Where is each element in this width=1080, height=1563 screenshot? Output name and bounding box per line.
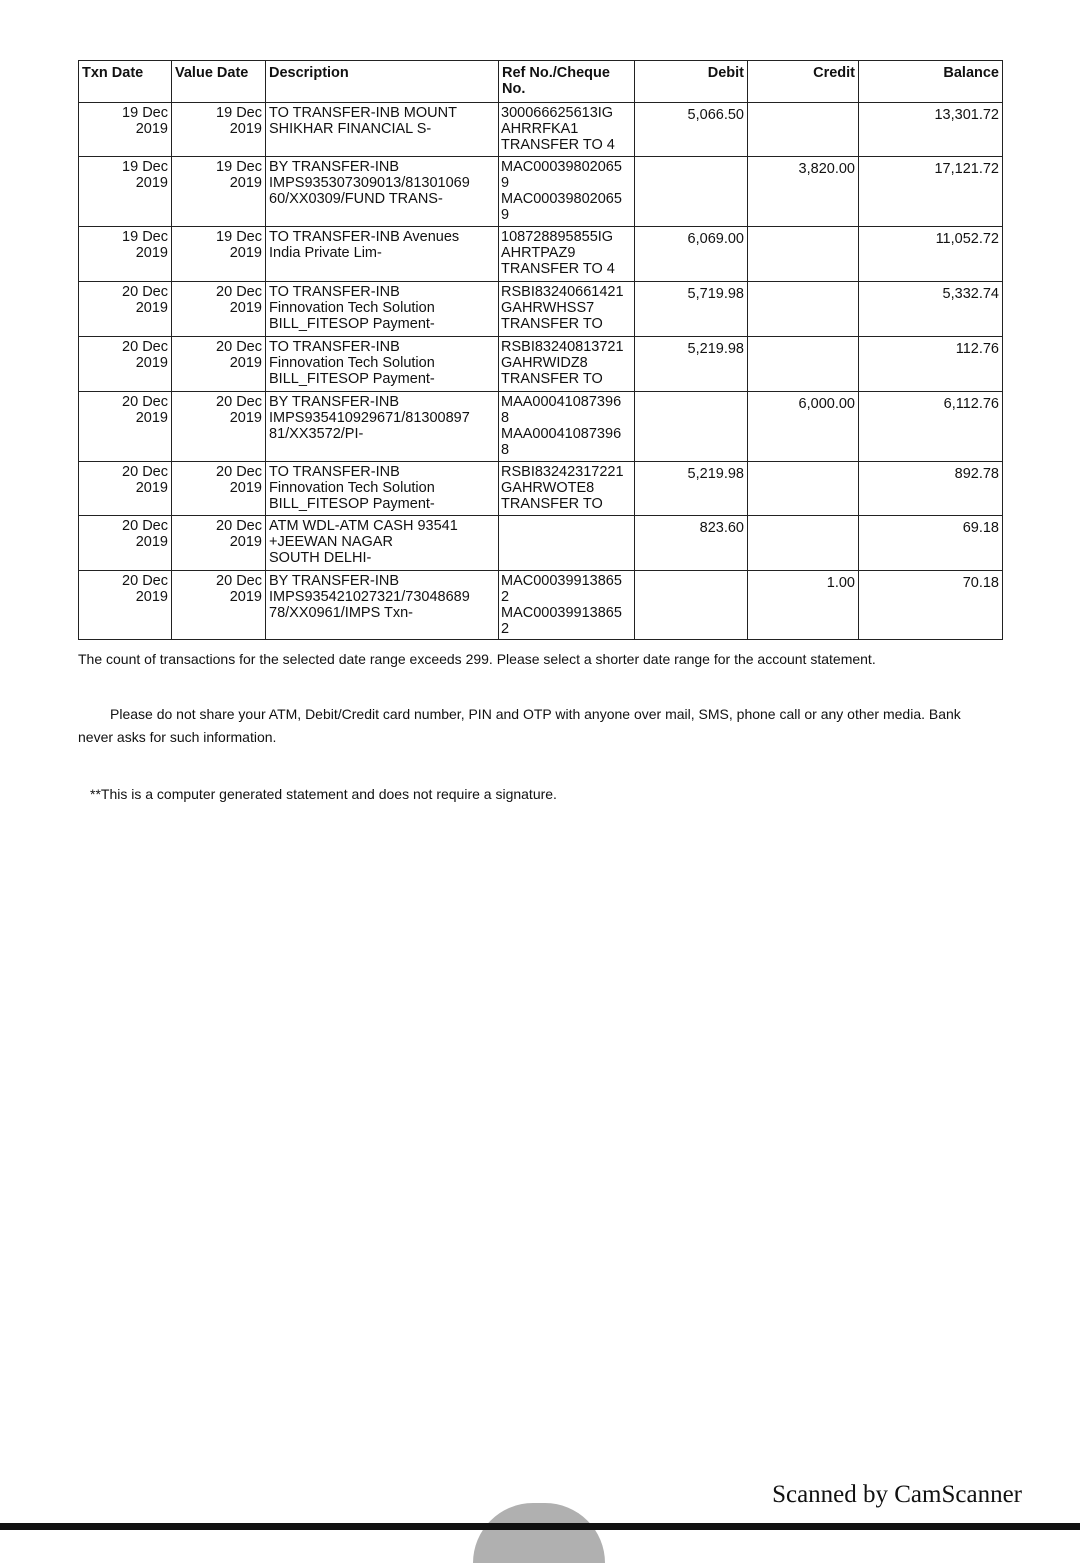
txn-date-cell-part: 20 Dec	[122, 464, 168, 480]
txn-date-cell	[79, 227, 172, 282]
header-credit: Credit	[748, 61, 859, 103]
transaction-table	[78, 60, 1003, 640]
value-date-cell-part: 19 Dec	[216, 105, 262, 121]
txn-date-cell-part: 20 Dec	[122, 394, 168, 410]
value-date-cell-part: 2019	[229, 121, 262, 137]
bottom-bar	[0, 1523, 1080, 1530]
header-value-date: Value Date	[172, 61, 266, 103]
value-date-cell-part: 20 Dec	[216, 284, 262, 300]
value-date-cell-part: 20 Dec	[216, 464, 262, 480]
value-date-cell	[172, 462, 266, 516]
credit-cell	[748, 337, 859, 392]
credit-cell	[748, 103, 859, 157]
description-cell: TO TRANSFER-INB MOUNT SHIKHAR FINANCIAL S-	[266, 103, 499, 157]
header-txn-date: Txn Date	[79, 61, 172, 103]
value-date-cell	[172, 157, 266, 227]
count-warning-note: The count of transactions for the selected date range exceeds 299. Please select a shorter date range for the account statement.	[78, 651, 876, 667]
value-date-cell	[172, 392, 266, 462]
value-date-cell-part: 2019	[229, 410, 262, 426]
txn-date-cell-part: 2019	[135, 300, 168, 316]
computer-generated-note: **This is a computer generated statement and does not require a signature.	[90, 786, 557, 802]
txn-date-cell	[79, 282, 172, 337]
value-date-cell-part: 20 Dec	[216, 339, 262, 355]
value-date-cell	[172, 571, 266, 640]
debit-cell: 5,219.98	[635, 337, 748, 392]
table-row	[79, 516, 1003, 571]
balance-cell: 69.18	[859, 516, 1003, 571]
txn-date-cell-part: 19 Dec	[122, 229, 168, 245]
txn-date-cell-part: 2019	[135, 534, 168, 550]
table-row	[79, 462, 1003, 516]
nav-handle	[473, 1503, 605, 1563]
ref-cell: 300066625613IG AHRRFKA1 TRANSFER TO 4	[499, 103, 635, 157]
txn-date-cell-part: 2019	[135, 175, 168, 191]
description-cell: BY TRANSFER-INB IMPS935410929671/81300897 81/XX3572/PI-	[266, 392, 499, 462]
value-date-cell	[172, 337, 266, 392]
value-date-cell-part: 2019	[229, 300, 262, 316]
balance-cell: 112.76	[859, 337, 1003, 392]
debit-cell: 6,069.00	[635, 227, 748, 282]
txn-date-cell-part: 19 Dec	[122, 105, 168, 121]
credit-cell: 3,820.00	[748, 157, 859, 227]
credit-cell: 6,000.00	[748, 392, 859, 462]
txn-date-cell	[79, 337, 172, 392]
value-date-cell-part: 2019	[229, 589, 262, 605]
ref-cell: RSBI83240813721 GAHRWIDZ8 TRANSFER TO	[499, 337, 635, 392]
debit-cell	[635, 392, 748, 462]
table-row	[79, 157, 1003, 227]
ref-cell: 108728895855IG AHRTPAZ9 TRANSFER TO 4	[499, 227, 635, 282]
description-cell: TO TRANSFER-INB Finnovation Tech Solution BILL_FITESOP Payment-	[266, 462, 499, 516]
value-date-cell-part: 19 Dec	[216, 159, 262, 175]
txn-date-cell-part: 2019	[135, 355, 168, 371]
table-row	[79, 392, 1003, 462]
description-cell: TO TRANSFER-INB Finnovation Tech Solution BILL_FITESOP Payment-	[266, 337, 499, 392]
balance-cell: 13,301.72	[859, 103, 1003, 157]
camscanner-watermark: Scanned by CamScanner	[772, 1481, 1022, 1508]
credit-cell: 1.00	[748, 571, 859, 640]
header-description: Description	[266, 61, 499, 103]
table-row	[79, 337, 1003, 392]
balance-cell: 11,052.72	[859, 227, 1003, 282]
table-header-row	[79, 61, 1003, 103]
txn-date-cell-part: 19 Dec	[122, 159, 168, 175]
txn-date-cell	[79, 392, 172, 462]
txn-date-cell-part: 2019	[135, 589, 168, 605]
ref-cell: MAA00041087396 8 MAA00041087396 8	[499, 392, 635, 462]
table-row	[79, 103, 1003, 157]
header-balance: Balance	[859, 61, 1003, 103]
balance-cell: 70.18	[859, 571, 1003, 640]
value-date-cell	[172, 103, 266, 157]
table-row	[79, 282, 1003, 337]
txn-date-cell-part: 20 Dec	[122, 518, 168, 534]
description-cell: ATM WDL-ATM CASH 93541 +JEEWAN NAGAR SOUTH DELHI-	[266, 516, 499, 571]
txn-date-cell	[79, 462, 172, 516]
txn-date-cell-part: 2019	[135, 121, 168, 137]
security-note: Please do not share your ATM, Debit/Credit card number, PIN and OTP with anyone over mail, SMS, phone call or any other media. Bank never asks for such information.	[78, 706, 961, 745]
value-date-cell	[172, 282, 266, 337]
balance-cell: 5,332.74	[859, 282, 1003, 337]
balance-cell: 6,112.76	[859, 392, 1003, 462]
value-date-cell-part: 2019	[229, 245, 262, 261]
ref-cell: MAC00039802065 9 MAC00039802065 9	[499, 157, 635, 227]
debit-cell: 823.60	[635, 516, 748, 571]
ref-cell: RSBI83242317221 GAHRWOTE8 TRANSFER TO	[499, 462, 635, 516]
credit-cell	[748, 227, 859, 282]
header-ref: Ref No./Cheque No.	[499, 61, 635, 103]
credit-cell	[748, 516, 859, 571]
value-date-cell-part: 20 Dec	[216, 394, 262, 410]
description-cell: TO TRANSFER-INB Avenues India Private Lim-	[266, 227, 499, 282]
txn-date-cell-part: 2019	[135, 410, 168, 426]
value-date-cell-part: 2019	[229, 534, 262, 550]
txn-date-cell-part: 2019	[135, 245, 168, 261]
description-cell: BY TRANSFER-INB IMPS935307309013/81301069 60/XX0309/FUND TRANS-	[266, 157, 499, 227]
txn-date-cell-part: 20 Dec	[122, 573, 168, 589]
value-date-cell-part: 2019	[229, 355, 262, 371]
value-date-cell-part: 19 Dec	[216, 229, 262, 245]
ref-cell: MAC00039913865 2 MAC00039913865 2	[499, 571, 635, 640]
value-date-cell-part: 20 Dec	[216, 518, 262, 534]
value-date-cell-part: 2019	[229, 480, 262, 496]
credit-cell	[748, 462, 859, 516]
ref-cell	[499, 516, 635, 571]
ref-cell: RSBI83240661421 GAHRWHSS7 TRANSFER TO	[499, 282, 635, 337]
debit-cell	[635, 157, 748, 227]
txn-date-cell	[79, 571, 172, 640]
txn-date-cell	[79, 157, 172, 227]
balance-cell: 892.78	[859, 462, 1003, 516]
txn-date-cell	[79, 103, 172, 157]
balance-cell: 17,121.72	[859, 157, 1003, 227]
txn-date-cell-part: 2019	[135, 480, 168, 496]
txn-date-cell-part: 20 Dec	[122, 339, 168, 355]
debit-cell: 5,219.98	[635, 462, 748, 516]
txn-date-cell	[79, 516, 172, 571]
value-date-cell-part: 20 Dec	[216, 573, 262, 589]
credit-cell	[748, 282, 859, 337]
txn-date-cell-part: 20 Dec	[122, 284, 168, 300]
debit-cell	[635, 571, 748, 640]
table-row	[79, 571, 1003, 640]
description-cell: TO TRANSFER-INB Finnovation Tech Solution BILL_FITESOP Payment-	[266, 282, 499, 337]
value-date-cell	[172, 516, 266, 571]
debit-cell: 5,066.50	[635, 103, 748, 157]
value-date-cell-part: 2019	[229, 175, 262, 191]
table-row	[79, 227, 1003, 282]
description-cell: BY TRANSFER-INB IMPS935421027321/73048689 78/XX0961/IMPS Txn-	[266, 571, 499, 640]
value-date-cell	[172, 227, 266, 282]
header-debit: Debit	[635, 61, 748, 103]
debit-cell: 5,719.98	[635, 282, 748, 337]
